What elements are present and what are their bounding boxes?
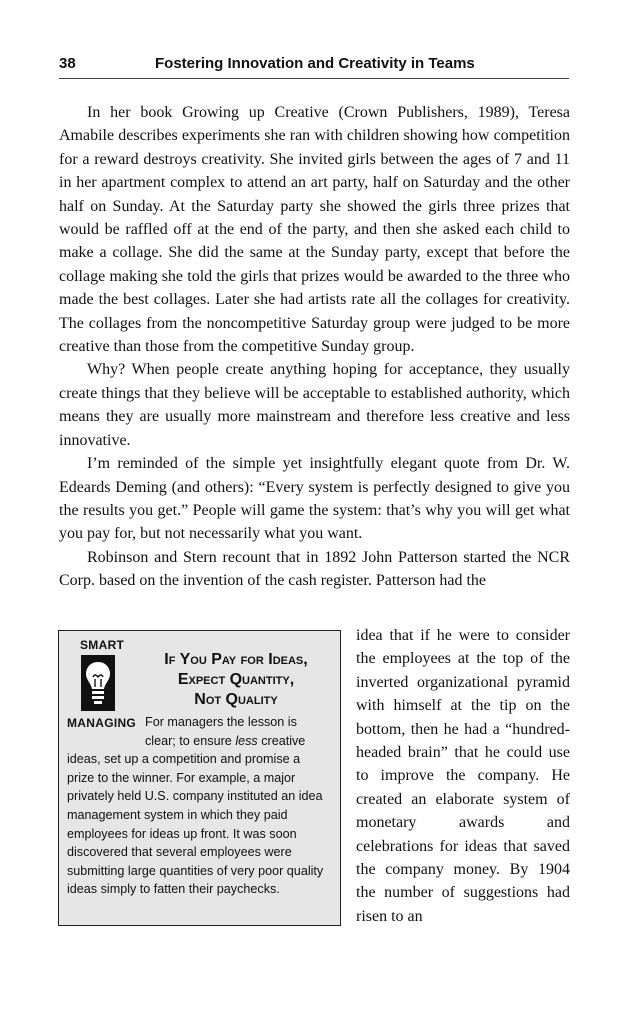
paragraph-4-continuation: idea that if he were to consider the employees at the top of the inverted organizational pyramid with himself at the tip on the bottom, then he had a “hundred-headed brain” that he could use to improve the company. He created an elaborate system of monetary awards and celebrations for ideas that saved the company money. By 1904 the number of suggestions had risen to an [356, 627, 570, 925]
main-text [59, 101, 570, 593]
sidebar-title-line-3: Not Quality [194, 691, 278, 708]
smart-managing-sidebar [58, 630, 341, 926]
sidebar-label-smart: SMART [80, 638, 125, 652]
sidebar-title-line-1: If You Pay for Ideas, [164, 651, 308, 668]
page-number: 38 [59, 55, 76, 72]
paragraph-4: Robinson and Stern recount that in 1892 John Patterson started the NCR Corp. based on the invention of the cash register. Patterson had the [59, 548, 570, 590]
paragraph-3: I’m reminded of the simple yet insightfully elegant quote from Dr. W. Edeards Deming (and others): “Every system is perfectly designed to give you the results you get.” People will game the system: that’s why you will get what you pay for, but not necessarily what you want. [59, 455, 570, 543]
lightbulb-icon [81, 655, 115, 711]
sidebar-text-part-1: For managers the lesson is clear; to ensure [145, 715, 297, 748]
sidebar-label-managing: MANAGING [67, 716, 137, 730]
sidebar-title [151, 650, 321, 710]
running-title: Fostering Innovation and Creativity in Teams [155, 55, 475, 72]
paragraph-2: Why? When people create anything hoping for acceptance, they usually create things that they believe will be acceptable to established authority, which means they are usually more mainstream and therefore less creative and less innovative. [59, 361, 570, 449]
sidebar-title-line-2: Expect Quantity, [177, 671, 295, 688]
sidebar-text-emphasis: less [235, 733, 258, 748]
sidebar-text-part-2: creative ideas, set up a competition and promise a prize to the winner. For example, a major privately held U.S. company instituted an idea management system in which they paid employees for ideas up front. It was soon discovered that several employees were submitting large quantities of very poor quality ideas simply to fatten their paychecks. [67, 733, 324, 897]
paragraph-1: In her book Growing up Creative (Crown Publishers, 1989), Teresa Amabile describes experiments she ran with children showing how competition for a reward destroys creativity. She invited girls between the ages of 7 and 11 in her apartment complex to attend an art party, half on Saturday and the other half on Sunday. At the Saturday party she showed the girls three prizes that would be raffled off at the end of the party, and then she asked each child to make a collage. She did the same at the Sunday party, except that before the collage making she told the girls that prizes would be awarded to the three who made the best collages. Later she had artists rate all the collages for creativity. The collages from the noncompetitive Saturday group were judged to be more creative than those from the competitive Sunday group. [59, 104, 570, 356]
running-header [59, 52, 569, 79]
sidebar-text [67, 713, 330, 899]
